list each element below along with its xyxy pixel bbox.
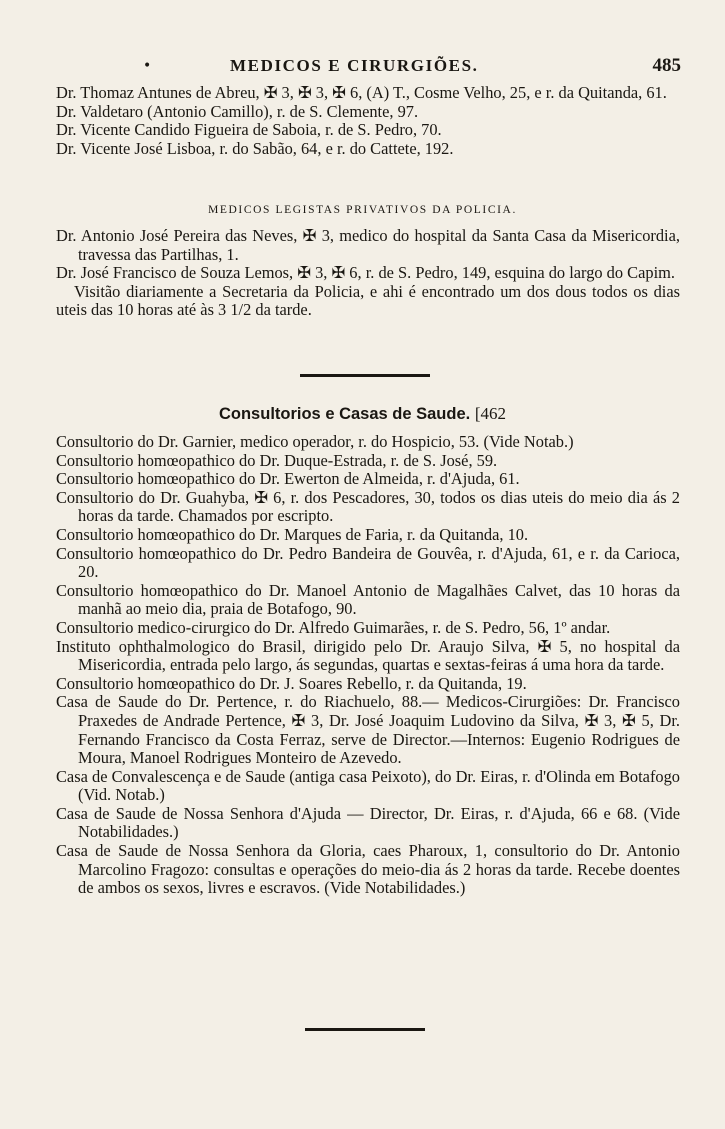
end-divider	[305, 1028, 425, 1031]
section-heading	[0, 404, 725, 424]
subheading-legistas: MEDICOS LEGISTAS PRIVATIVOS DA POLICIA.	[208, 204, 517, 216]
running-title: MEDICOS E CIRURGIÕES.	[230, 56, 479, 75]
entry-guahyba: Consultorio do Dr. Guahyba, ✠ 6, r. dos Pescadores, 30, todos os dias uteis do meio dia ás 2 horas da tarde. Chamados por escripto.	[56, 487, 680, 526]
entry-casa-convalescenca: Casa de Convalescença e de Saude (antiga casa Peixoto), do Dr. Eiras, r. d'Olinda em Botafogo (Vid. Notab.)	[56, 766, 680, 805]
entry-duque-estrada: Consultorio homœopathico do Dr. Duque-Estrada, r. de S. José, 59.	[56, 450, 498, 470]
entry-alfredo-guimaraes: Consultorio medico-cirurgico do Dr. Alfredo Guimarães, r. de S. Pedro, 56, 1º andar.	[56, 617, 611, 637]
entry-marques-de-faria: Consultorio homœopathico do Dr. Marques de Faria, r. da Quitanda, 10.	[56, 524, 529, 544]
consultorios-list	[56, 433, 680, 898]
section-divider	[300, 374, 430, 377]
page-header	[0, 56, 725, 82]
entry-calvet: Consultorio homœopathico do Dr. Manoel Antonio de Magalhães Calvet, das 10 horas da manhã ao meio dia, praia de Botafogo, 90.	[56, 580, 680, 619]
entry-pedro-bandeira: Consultorio homœopathico do Dr. Pedro Bandeira de Gouvêa, r. d'Ajuda, 61, e r. da Carioca, 20.	[56, 543, 680, 582]
header-bullet: •	[143, 58, 152, 74]
entry-souza-lemos: Dr. José Francisco de Souza Lemos, ✠ 3, ✠ 6, r. de S. Pedro, 149, esquina do largo do Capim.	[56, 263, 675, 283]
entry-casa-ajuda: Casa de Saude de Nossa Senhora d'Ajuda — Director, Dr. Eiras, r. d'Ajuda, 66 e 68. (Vide Notabilidades.)	[56, 803, 680, 842]
visit-note: Visitão diariamente a Secretaria da Policia, e ahi é encontrado um dos dous todos os dias uteis das 10 horas até às 3 1/2 da tarde.	[56, 281, 680, 320]
entry-vicente-lisboa: Dr. Vicente José Lisboa, r. do Sabão, 64, e r. do Cattete, 192.	[56, 138, 454, 158]
entry-ewerton: Consultorio homœopathico do Dr. Ewerton de Almeida, r. d'Ajuda, 61.	[56, 469, 520, 489]
page-number: 485	[652, 55, 681, 76]
legistas-entries	[56, 227, 680, 320]
entry-thomaz-antunes: Dr. Thomaz Antunes de Abreu, ✠ 3, ✠ 3, ✠ 6, (A) T., Cosme Velho, 25, e r. da Quitanda, 61.	[56, 83, 667, 102]
entry-pereira-das-neves: Dr. Antonio José Pereira das Neves, ✠ 3, medico do hospital da Santa Casa da Misericordia, travessa das Partilhas, 1.	[56, 226, 680, 264]
entry-valdetaro: Dr. Valdetaro (Antonio Camillo), r. de S. Clemente, 97.	[56, 101, 419, 121]
entry-garnier: Consultorio do Dr. Garnier, medico operador, r. do Hospicio, 53. (Vide Notab.)	[56, 432, 574, 451]
section-reference: [462	[474, 404, 506, 423]
entry-instituto-ophthalmologico: Instituto ophthalmologico do Brasil, dirigido pelo Dr. Araujo Silva, ✠ 5, no hospital da Misericordia, entrada pelo largo, ás segundas, quartas e sextas-feiras á uma hora da tarde.	[56, 636, 680, 675]
section-title: Consultorios e Casas de Saude.	[218, 405, 471, 423]
entry-vicente-candido: Dr. Vicente Candido Figueira de Saboia, r. de S. Pedro, 70.	[56, 120, 442, 140]
entry-casa-gloria: Casa de Saude de Nossa Senhora da Gloria, caes Pharoux, 1, consultorio do Dr. Antonio Marcolino Fragozo: consultas e operações do meio-dia ás 2 horas da tarde. Recebe doentes de ambos os sexos, livres e escravos. (Vide Notabilidades.)	[56, 841, 680, 898]
entry-casa-pertence: Casa de Saude do Dr. Pertence, r. do Riachuelo, 88.— Medicos-Cirurgiões: Dr. Francisco Praxedes de Andrade Pertence, ✠ 3, Dr. José Joaquim Ludovino da Silva, ✠ 3, ✠ 5, Dr. Fernando Francisco da Costa Ferraz, serve de Director.—Internos: Eugenio Rodrigues de Moura, Manoel Rodrigues Monteiro de Azevedo.	[56, 692, 680, 768]
entry-soares-rebello: Consultorio homœopathico do Dr. J. Soares Rebello, r. da Quitanda, 19.	[56, 673, 527, 693]
top-entries	[56, 84, 680, 158]
